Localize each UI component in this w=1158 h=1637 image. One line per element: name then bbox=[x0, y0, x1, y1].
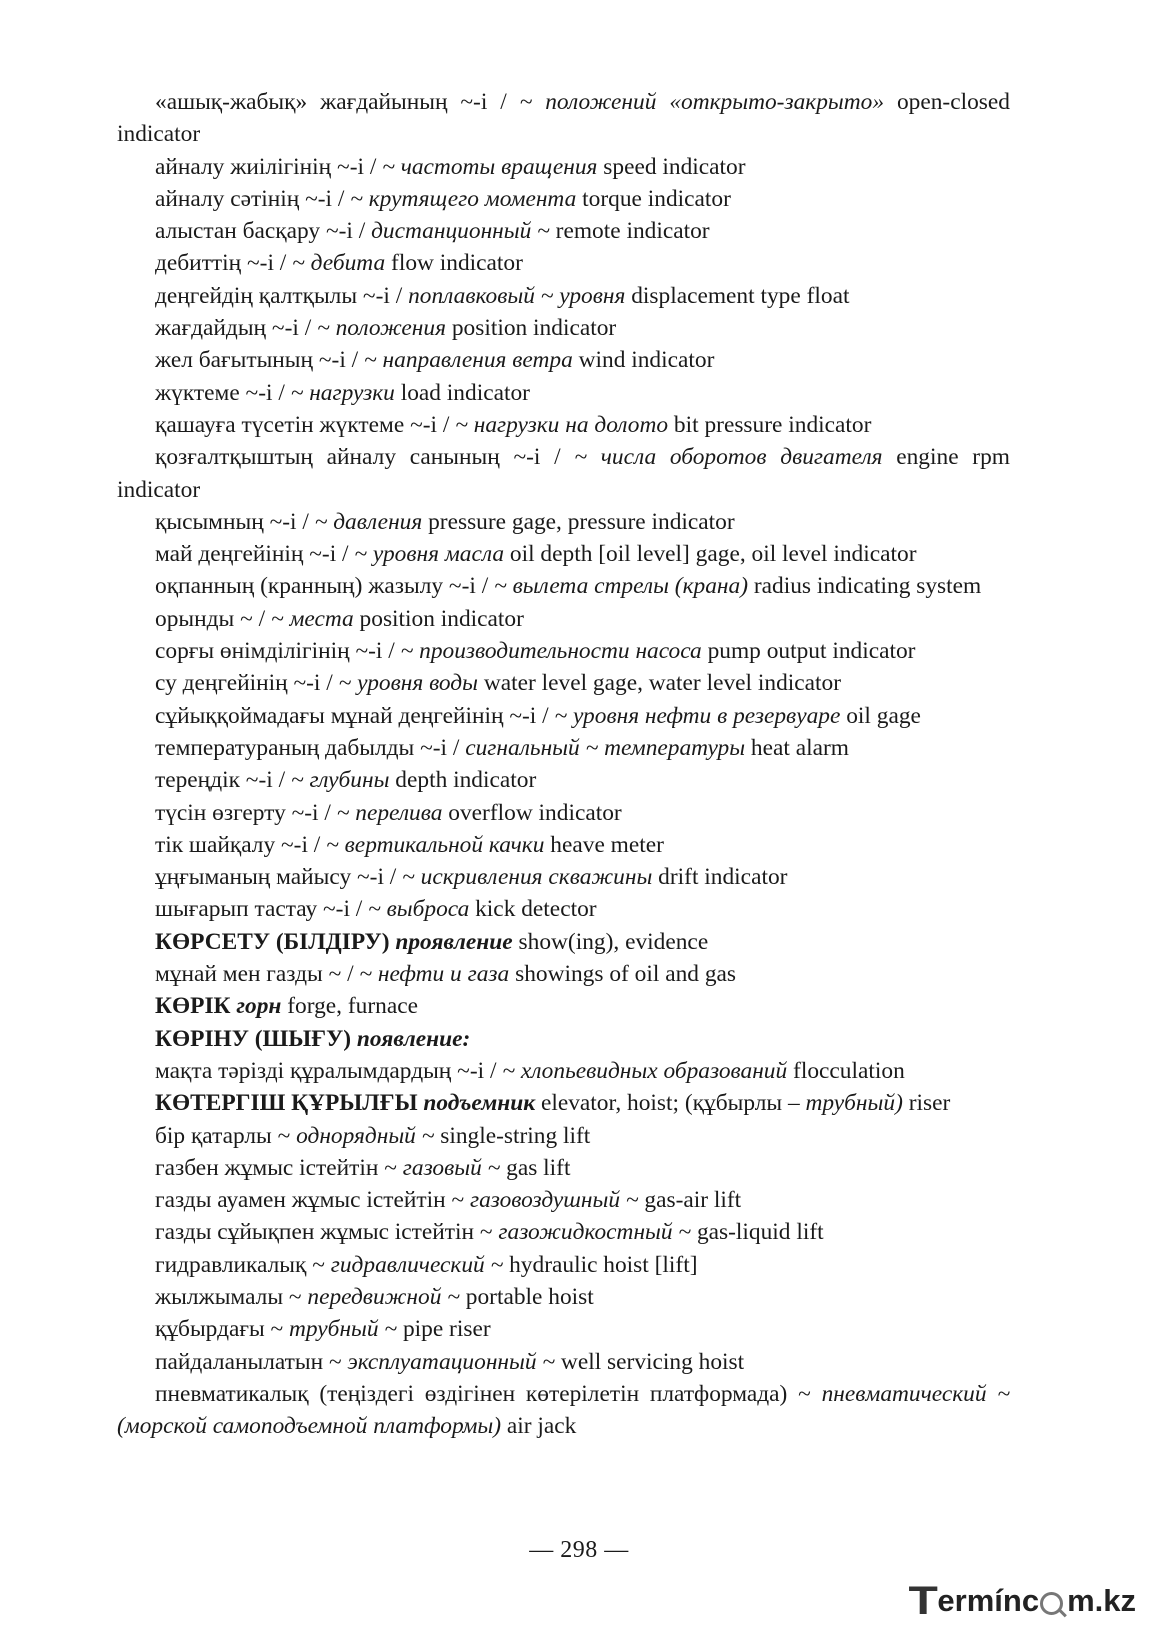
kazakh-term: бір қатарлы ~ bbox=[155, 1122, 297, 1149]
dictionary-entry bbox=[117, 926, 1010, 958]
dictionary-entry bbox=[117, 377, 1010, 409]
dictionary-entry bbox=[117, 506, 1010, 538]
russian-term: ~ хлопьевидных образований bbox=[502, 1057, 788, 1084]
kazakh-term: тереңдік ~-і / bbox=[155, 767, 291, 794]
english-term: gas-liquid lift bbox=[691, 1219, 824, 1246]
english-term: pressure gage, pressure indicator bbox=[422, 508, 735, 535]
kazakh-headword: КӨРСЕТУ (БІЛДІРУ) bbox=[155, 928, 396, 955]
dictionary-entry bbox=[117, 1023, 1010, 1055]
dictionary-page-body bbox=[117, 86, 1010, 1442]
russian-term: ~ выброса bbox=[368, 896, 470, 923]
russian-headword: подъемник bbox=[423, 1090, 536, 1117]
kazakh-term: орынды ~ / bbox=[155, 605, 271, 632]
russian-term: эксплуатационный ~ bbox=[347, 1348, 556, 1375]
dictionary-entry bbox=[117, 635, 1010, 667]
kazakh-term: газды сұйықпен жұмыс істейтін ~ bbox=[155, 1219, 499, 1246]
russian-term: ~ вылета стрелы (крана) bbox=[494, 573, 749, 600]
english-term: flocculation bbox=[787, 1057, 905, 1084]
dictionary-entry bbox=[117, 441, 1010, 506]
russian-term: пневматический ~ (морской самоподъемной платформы) bbox=[117, 1380, 1010, 1440]
kazakh-headword: КӨРІНУ (ШЫҒУ) bbox=[155, 1025, 357, 1052]
dictionary-entry bbox=[117, 247, 1010, 279]
dictionary-entry bbox=[117, 538, 1010, 570]
english-term: remote indicator bbox=[549, 218, 710, 245]
dictionary-entry bbox=[117, 958, 1010, 990]
english-term: pipe riser bbox=[397, 1316, 491, 1343]
russian-term: однорядный ~ bbox=[296, 1122, 435, 1149]
dictionary-entry bbox=[117, 280, 1010, 312]
russian-term: ~ частоты вращения bbox=[382, 153, 598, 180]
watermark-text-pre: ermínc bbox=[937, 1583, 1040, 1618]
dictionary-entry bbox=[117, 764, 1010, 796]
english-term: radius indicating system bbox=[748, 573, 982, 600]
dictionary-entry bbox=[117, 732, 1010, 764]
russian-term: ~ места bbox=[270, 605, 354, 632]
english-term: elevator, hoist; (құбырлы – bbox=[535, 1090, 806, 1117]
russian-headword: проявление bbox=[395, 928, 513, 955]
russian-term: дистанционный ~ bbox=[371, 218, 550, 245]
kazakh-headword: КӨТЕРГІШ ҚҰРЫЛҒЫ bbox=[155, 1090, 424, 1117]
watermark-letter-t: T bbox=[908, 1578, 938, 1623]
dictionary-entry bbox=[117, 1249, 1010, 1281]
english-term: show(ing), evidence bbox=[512, 928, 709, 955]
russian-term: ~ уровня воды bbox=[338, 670, 478, 697]
russian-term: ~ уровня нефти в резервуаре bbox=[554, 702, 841, 729]
kazakh-term: қысымның ~-і / bbox=[155, 508, 315, 535]
english-term: torque indicator bbox=[576, 185, 731, 212]
dictionary-entry bbox=[117, 1346, 1010, 1378]
kazakh-term: құбырдағы ~ bbox=[155, 1316, 290, 1343]
russian-term: ~ давления bbox=[314, 508, 423, 535]
dictionary-entry bbox=[117, 183, 1010, 215]
kazakh-term: жылжымалы ~ bbox=[155, 1283, 308, 1310]
russian-term: ~ перелива bbox=[336, 799, 443, 826]
dictionary-entry bbox=[117, 409, 1010, 441]
dictionary-entry bbox=[117, 312, 1010, 344]
english-term: pump output indicator bbox=[701, 638, 916, 665]
english-term: overflow indicator bbox=[442, 799, 622, 826]
kazakh-term: температураның дабылды ~-і / bbox=[155, 734, 466, 761]
kazakh-term: «ашық-жабық» жағдайының ~-і / bbox=[155, 89, 520, 115]
kazakh-term: деңгейдің қалтқылы ~-і / bbox=[155, 282, 409, 309]
russian-term: ~ глубины bbox=[290, 767, 390, 794]
english-term: speed indicator bbox=[597, 153, 746, 180]
kazakh-term: мақта тәрізді құралымдардың ~-і / bbox=[155, 1057, 503, 1084]
dictionary-entry bbox=[117, 570, 1010, 602]
english-term: oil depth [oil level] gage, oil level indicator bbox=[504, 541, 917, 568]
kazakh-term: айналу сәтінің ~-і / bbox=[155, 185, 351, 212]
english-term: portable hoist bbox=[459, 1283, 594, 1310]
russian-term: ~ уровня масла bbox=[354, 541, 505, 568]
russian-term: ~ числа оборотов двигателя bbox=[574, 444, 883, 471]
english-term: wind indicator bbox=[572, 347, 715, 374]
russian-term: сигнальный ~ температуры bbox=[465, 734, 746, 761]
russian-term: ~ искривления скважины bbox=[402, 864, 653, 891]
kazakh-term: дебиттің ~-і / bbox=[155, 250, 293, 277]
kazakh-term: газбен жұмыс істейтін ~ bbox=[155, 1154, 403, 1181]
kazakh-term: алыстан басқару ~-і / bbox=[155, 218, 372, 245]
kazakh-term: қозғалтқыштың айналу санының ~-і / bbox=[155, 444, 575, 471]
dictionary-entry bbox=[117, 700, 1010, 732]
kazakh-term: оқпанның (кранның) жазылу ~-і / bbox=[155, 573, 495, 600]
kazakh-term: гидравликалық ~ bbox=[155, 1251, 331, 1278]
english-term: well servicing hoist bbox=[555, 1348, 745, 1375]
english-term: single-string lift bbox=[434, 1122, 591, 1149]
russian-term: трубный) bbox=[805, 1090, 903, 1117]
english-term: position indicator bbox=[445, 315, 617, 342]
russian-term: ~ крутящего момента bbox=[350, 185, 577, 212]
termincom-watermark-logo bbox=[908, 1578, 1136, 1623]
russian-term: ~ вертикальной качки bbox=[326, 831, 545, 858]
dictionary-entry bbox=[117, 1055, 1010, 1087]
russian-term: ~ нагрузки bbox=[290, 379, 395, 406]
english-term: bit pressure indicator bbox=[668, 411, 872, 438]
dictionary-entry bbox=[117, 1184, 1010, 1216]
kazakh-term: ұңғыманың майысу ~-і / bbox=[155, 864, 403, 891]
kazakh-term: пайдаланылатын ~ bbox=[155, 1348, 348, 1375]
kazakh-term: сұйыққоймадағы мұнай деңгейінің ~-і / bbox=[155, 702, 555, 729]
russian-term: ~ производительности насоса bbox=[400, 638, 702, 665]
watermark-text-post: m.kz bbox=[1067, 1583, 1136, 1618]
kazakh-term: қашауға түсетін жүктеме ~-і / bbox=[155, 411, 456, 438]
english-term: gas-air lift bbox=[638, 1187, 742, 1214]
dictionary-entry bbox=[117, 1313, 1010, 1345]
kazakh-term: жағдайдың ~-і / bbox=[155, 315, 318, 342]
kazakh-term: шығарып тастау ~-і / bbox=[155, 896, 369, 923]
english-term: load indicator bbox=[394, 379, 530, 406]
kazakh-headword: КӨРІК bbox=[155, 993, 237, 1020]
magnifier-icon bbox=[1040, 1592, 1063, 1615]
dictionary-entry bbox=[117, 990, 1010, 1022]
dictionary-entry bbox=[117, 1087, 1010, 1119]
russian-term: ~ нагрузки на долото bbox=[455, 411, 669, 438]
english-term: showings of oil and gas bbox=[509, 961, 736, 988]
dictionary-entry bbox=[117, 797, 1010, 829]
dictionary-entry bbox=[117, 344, 1010, 376]
english-term: gas lift bbox=[500, 1154, 571, 1181]
dictionary-entry bbox=[117, 1152, 1010, 1184]
dictionary-entry bbox=[117, 1120, 1010, 1152]
kazakh-term: май деңгейінің ~-і / bbox=[155, 541, 355, 568]
english-term: forge, furnace bbox=[281, 993, 418, 1020]
english-term: open-closed indicator bbox=[117, 89, 1010, 148]
english-term: heat alarm bbox=[745, 734, 849, 761]
russian-term: ~ нефти и газа bbox=[359, 961, 510, 988]
dictionary-entry bbox=[117, 1216, 1010, 1248]
dictionary-entry bbox=[117, 1378, 1010, 1443]
russian-term: трубный ~ bbox=[289, 1316, 398, 1343]
kazakh-term: газды ауамен жұмыс істейтін ~ bbox=[155, 1187, 470, 1214]
dictionary-entry bbox=[117, 893, 1010, 925]
russian-term: ~ положения bbox=[317, 315, 446, 342]
russian-term: гидравлический ~ bbox=[330, 1251, 504, 1278]
english-term: riser bbox=[902, 1090, 951, 1117]
english-term: flow indicator bbox=[385, 250, 523, 277]
english-term: drift indicator bbox=[652, 864, 788, 891]
dictionary-entry bbox=[117, 667, 1010, 699]
dictionary-entry bbox=[117, 829, 1010, 861]
english-term: hydraulic hoist [lift] bbox=[503, 1251, 698, 1278]
kazakh-term: мұнай мен газды ~ / bbox=[155, 961, 360, 988]
kazakh-term: жел бағытының ~-і / bbox=[155, 347, 365, 374]
russian-term: газожидкостный ~ bbox=[498, 1219, 692, 1246]
kazakh-term: сорғы өнімділігінің ~-і / bbox=[155, 638, 401, 665]
kazakh-term: жүктеме ~-і / bbox=[155, 379, 291, 406]
english-term: depth indicator bbox=[389, 767, 537, 794]
russian-term: газовоздушный ~ bbox=[469, 1187, 639, 1214]
kazakh-term: түсін өзгерту ~-і / bbox=[155, 799, 337, 826]
kazakh-term: пневматикалық (теңіздегі өздігінен көтерілетін платформада) ~ bbox=[155, 1380, 822, 1407]
russian-term: ~ дебита bbox=[292, 250, 386, 277]
russian-headword: появление: bbox=[356, 1025, 471, 1052]
english-term: engine rpm indicator bbox=[117, 444, 1010, 503]
english-term: heave meter bbox=[544, 831, 664, 858]
english-term: position indicator bbox=[353, 605, 524, 632]
english-term: kick detector bbox=[469, 896, 597, 923]
dictionary-entry bbox=[117, 1281, 1010, 1313]
kazakh-term: айналу жиілігінің ~-і / bbox=[155, 153, 383, 180]
dictionary-entry bbox=[117, 603, 1010, 635]
dictionary-entry bbox=[117, 215, 1010, 247]
russian-term: ~ направления ветра bbox=[364, 347, 573, 374]
russian-term: поплавковый ~ уровня bbox=[408, 282, 626, 309]
page-number: — 298 — bbox=[529, 1537, 629, 1563]
dictionary-entry bbox=[117, 151, 1010, 183]
english-term: water level gage, water level indicator bbox=[477, 670, 842, 697]
english-term: air jack bbox=[501, 1413, 577, 1440]
russian-term: газовый ~ bbox=[402, 1154, 501, 1181]
dictionary-entry bbox=[117, 861, 1010, 893]
kazakh-term: тік шайқалу ~-і / bbox=[155, 831, 327, 858]
russian-headword: горн bbox=[236, 993, 282, 1020]
kazakh-term: су деңгейінің ~-і / bbox=[155, 670, 339, 697]
dictionary-entry bbox=[117, 86, 1010, 151]
russian-term: передвижной ~ bbox=[307, 1283, 460, 1310]
english-term: oil gage bbox=[840, 702, 921, 729]
english-term: displacement type float bbox=[625, 282, 850, 309]
russian-term: ~ положений «открыто-закрыто» bbox=[519, 89, 885, 115]
